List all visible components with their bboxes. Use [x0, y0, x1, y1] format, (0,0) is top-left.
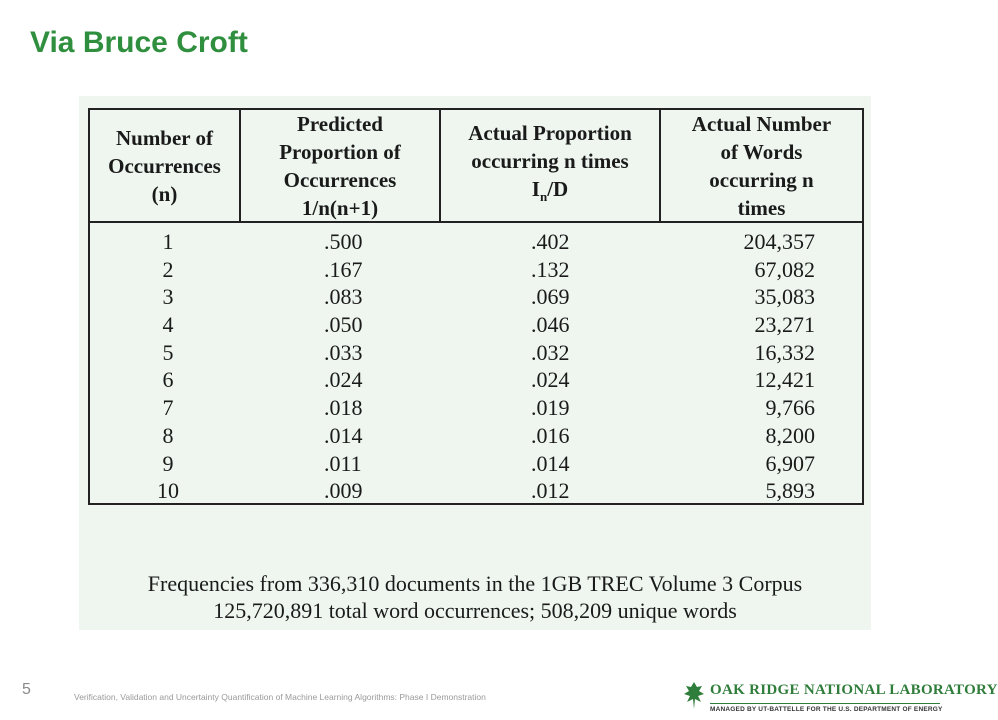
table-row [90, 477, 862, 505]
header-line: occurring n times [471, 149, 629, 174]
slide-title: Via Bruce Croft [30, 26, 248, 59]
table-row [90, 366, 862, 394]
cell-n: 1 [162, 229, 174, 254]
cell-predicted: .033 [324, 339, 363, 365]
cell-word-count: 16,332 [754, 339, 815, 365]
subscript-n: n [539, 189, 548, 205]
ornl-logo [682, 681, 998, 717]
cell-predicted: .009 [324, 478, 363, 504]
cell-predicted: .167 [324, 256, 363, 282]
header-line: (n) [151, 181, 178, 206]
header-actual-proportion [441, 110, 661, 221]
cell-actual-proportion: .069 [531, 284, 570, 310]
header-line: Proportion of [279, 139, 401, 164]
header-line: Predicted [297, 111, 383, 136]
cell-word-count: 204,357 [743, 229, 815, 254]
cell-n: 8 [162, 422, 174, 448]
cell-actual-proportion: .016 [531, 422, 570, 448]
zipf-frequency-table-figure [79, 96, 871, 630]
logo-divider [710, 703, 940, 704]
cell-n: 4 [162, 312, 174, 338]
cell-predicted: .083 [324, 284, 363, 310]
page-number: 5 [22, 681, 31, 698]
cell-word-count: 35,083 [754, 284, 815, 310]
header-line: Occurrences [283, 167, 397, 192]
cell-actual-proportion: .012 [531, 478, 570, 504]
cell-predicted: .024 [324, 367, 363, 393]
table-row [90, 422, 862, 450]
cell-word-count: 5,893 [765, 478, 815, 504]
table-row [90, 228, 862, 256]
cell-word-count: 6,907 [765, 450, 815, 476]
header-line: $I_n/D$ [531, 177, 569, 205]
header-line: Actual Proportion [468, 121, 632, 146]
cell-actual-proportion: .046 [531, 312, 570, 338]
cell-word-count: 23,271 [754, 312, 815, 338]
header-actual-number-of-words [661, 110, 862, 221]
cell-predicted: .500 [324, 229, 363, 254]
logo-name: OAK RIDGE NATIONAL LABORATORY [710, 682, 998, 698]
oak-leaf-icon [682, 681, 706, 711]
table-row [90, 339, 862, 367]
header-predicted-proportion [241, 110, 441, 221]
header-line: 1/n(n+1) [301, 195, 379, 220]
header-number-of-occurrences [90, 110, 241, 221]
frequency-table [88, 108, 864, 505]
cell-n: 9 [162, 450, 174, 476]
cell-predicted: .018 [324, 395, 363, 421]
table-row [90, 394, 862, 422]
cell-actual-proportion: .132 [531, 256, 570, 282]
slide-footer-text: Verification, Validation and Uncertainty Quantification of Machine Learning Algorithms: Phase I Demonstration [74, 692, 486, 702]
cell-n: 3 [162, 284, 174, 310]
header-line: times [737, 195, 786, 220]
table-body [90, 228, 862, 505]
table-row [90, 256, 862, 284]
table-row [90, 283, 862, 311]
header-line: occurring n [709, 167, 814, 192]
table-row [90, 450, 862, 478]
cell-actual-proportion: .402 [531, 229, 570, 254]
cell-predicted: .011 [324, 450, 362, 476]
cell-n: 5 [162, 339, 174, 365]
cell-word-count: 67,082 [754, 256, 815, 282]
corpus-footnote-line-2: 125,720,891 total word occurrences; 508,209 unique words [213, 598, 737, 623]
cell-actual-proportion: .032 [531, 339, 570, 365]
cell-predicted: .014 [324, 422, 363, 448]
cell-word-count: 8,200 [765, 422, 815, 448]
header-line: Occurrences [108, 153, 221, 178]
corpus-footnote-line-1: Frequencies from 336,310 documents in the 1GB TREC Volume 3 Corpus [147, 571, 803, 596]
cell-n: 10 [157, 478, 179, 504]
cell-word-count: 12,421 [754, 367, 815, 393]
cell-actual-proportion: .024 [531, 367, 570, 393]
header-line: Actual Number [691, 111, 832, 136]
logo-subtitle: MANAGED BY UT-BATTELLE FOR THE U.S. DEPARTMENT OF ENERGY [710, 706, 943, 713]
header-line: Number of [115, 125, 213, 150]
header-line: of Words [720, 139, 803, 164]
cell-actual-proportion: .014 [531, 450, 570, 476]
cell-word-count: 9,766 [765, 395, 815, 421]
cell-actual-proportion: .019 [531, 395, 570, 421]
cell-n: 7 [162, 395, 174, 421]
cell-n: 6 [162, 367, 174, 393]
cell-predicted: .050 [324, 312, 363, 338]
table-header-row [90, 110, 862, 223]
table-row [90, 311, 862, 339]
cell-n: 2 [162, 256, 174, 282]
